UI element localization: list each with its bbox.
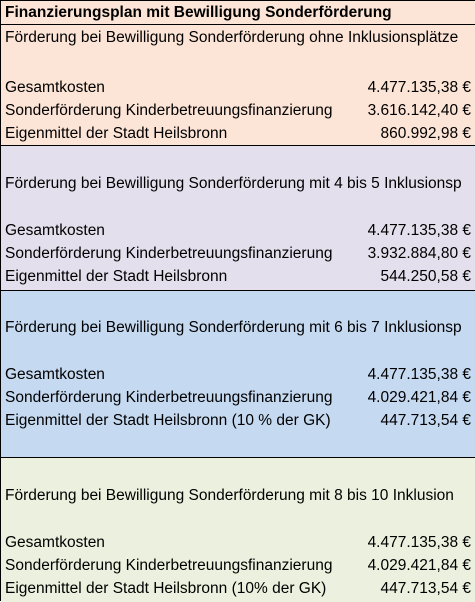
row-label: Sonderförderung Kinderbetreuungsfinanzierung [5, 557, 333, 574]
row-sonderfoerderung [1, 99, 475, 122]
row-sonderfoerderung [1, 386, 475, 409]
row-value: 3.616.142,40 € [367, 102, 471, 119]
row-value: 447.713,54 € [380, 412, 471, 429]
row-value: 4.477.135,38 € [367, 222, 471, 239]
row-label: Gesamtkosten [5, 366, 105, 383]
row-eigenmittel [1, 265, 475, 288]
row-gesamtkosten [1, 76, 475, 99]
row-label: Eigenmittel der Stadt Heilsbronn [5, 268, 228, 285]
row-value: 4.477.135,38 € [367, 534, 471, 551]
row-value: 447.713,54 € [380, 580, 471, 597]
section-heading: Förderung bei Bewilligung Sonderförderung ohne Inklusionsplätze [5, 29, 459, 46]
section-6-bis-7-inklusion [1, 291, 475, 458]
sheet-title: Finanzierungsplan mit Bewilligung Sonderförderung [1, 1, 475, 25]
row-label: Eigenmittel der Stadt Heilsbronn (10% der GK) [5, 580, 327, 597]
row-value: 4.029.421,84 € [367, 557, 471, 574]
row-label: Gesamtkosten [5, 79, 105, 96]
row-value: 4.477.135,38 € [367, 366, 471, 383]
row-label: Sonderförderung Kinderbetreuungsfinanzierung [5, 389, 333, 406]
row-value: 4.029.421,84 € [367, 389, 471, 406]
section-heading: Förderung bei Bewilligung Sonderförderung mit 8 bis 10 Inklusion [5, 487, 454, 504]
row-label: Eigenmittel der Stadt Heilsbronn (10 % der GK) [5, 412, 331, 429]
section-heading: Förderung bei Bewilligung Sonderförderung mit 6 bis 7 Inklusionsp [5, 319, 462, 336]
row-value: 4.477.135,38 € [367, 79, 471, 96]
row-eigenmittel [1, 122, 475, 145]
row-sonderfoerderung [1, 554, 475, 577]
section-ohne-inklusion [1, 25, 475, 146]
row-value: 544.250,58 € [380, 268, 471, 285]
row-label: Sonderförderung Kinderbetreuungsfinanzierung [5, 102, 333, 119]
row-gesamtkosten [1, 531, 475, 554]
row-label: Eigenmittel der Stadt Heilsbronn [5, 125, 228, 142]
row-eigenmittel [1, 409, 475, 432]
section-8-bis-10-inklusion [1, 458, 475, 602]
row-label: Gesamtkosten [5, 534, 105, 551]
row-label: Gesamtkosten [5, 222, 105, 239]
row-sonderfoerderung [1, 242, 475, 265]
row-value: 860.992,98 € [380, 125, 471, 142]
row-gesamtkosten [1, 363, 475, 386]
section-heading: Förderung bei Bewilligung Sonderförderung mit 4 bis 5 Inklusionsp [5, 175, 462, 192]
section-4-bis-5-inklusion [1, 146, 475, 291]
row-label: Sonderförderung Kinderbetreuungsfinanzierung [5, 245, 333, 262]
row-gesamtkosten [1, 219, 475, 242]
row-eigenmittel [1, 577, 475, 600]
row-value: 3.932.884,80 € [367, 245, 471, 262]
